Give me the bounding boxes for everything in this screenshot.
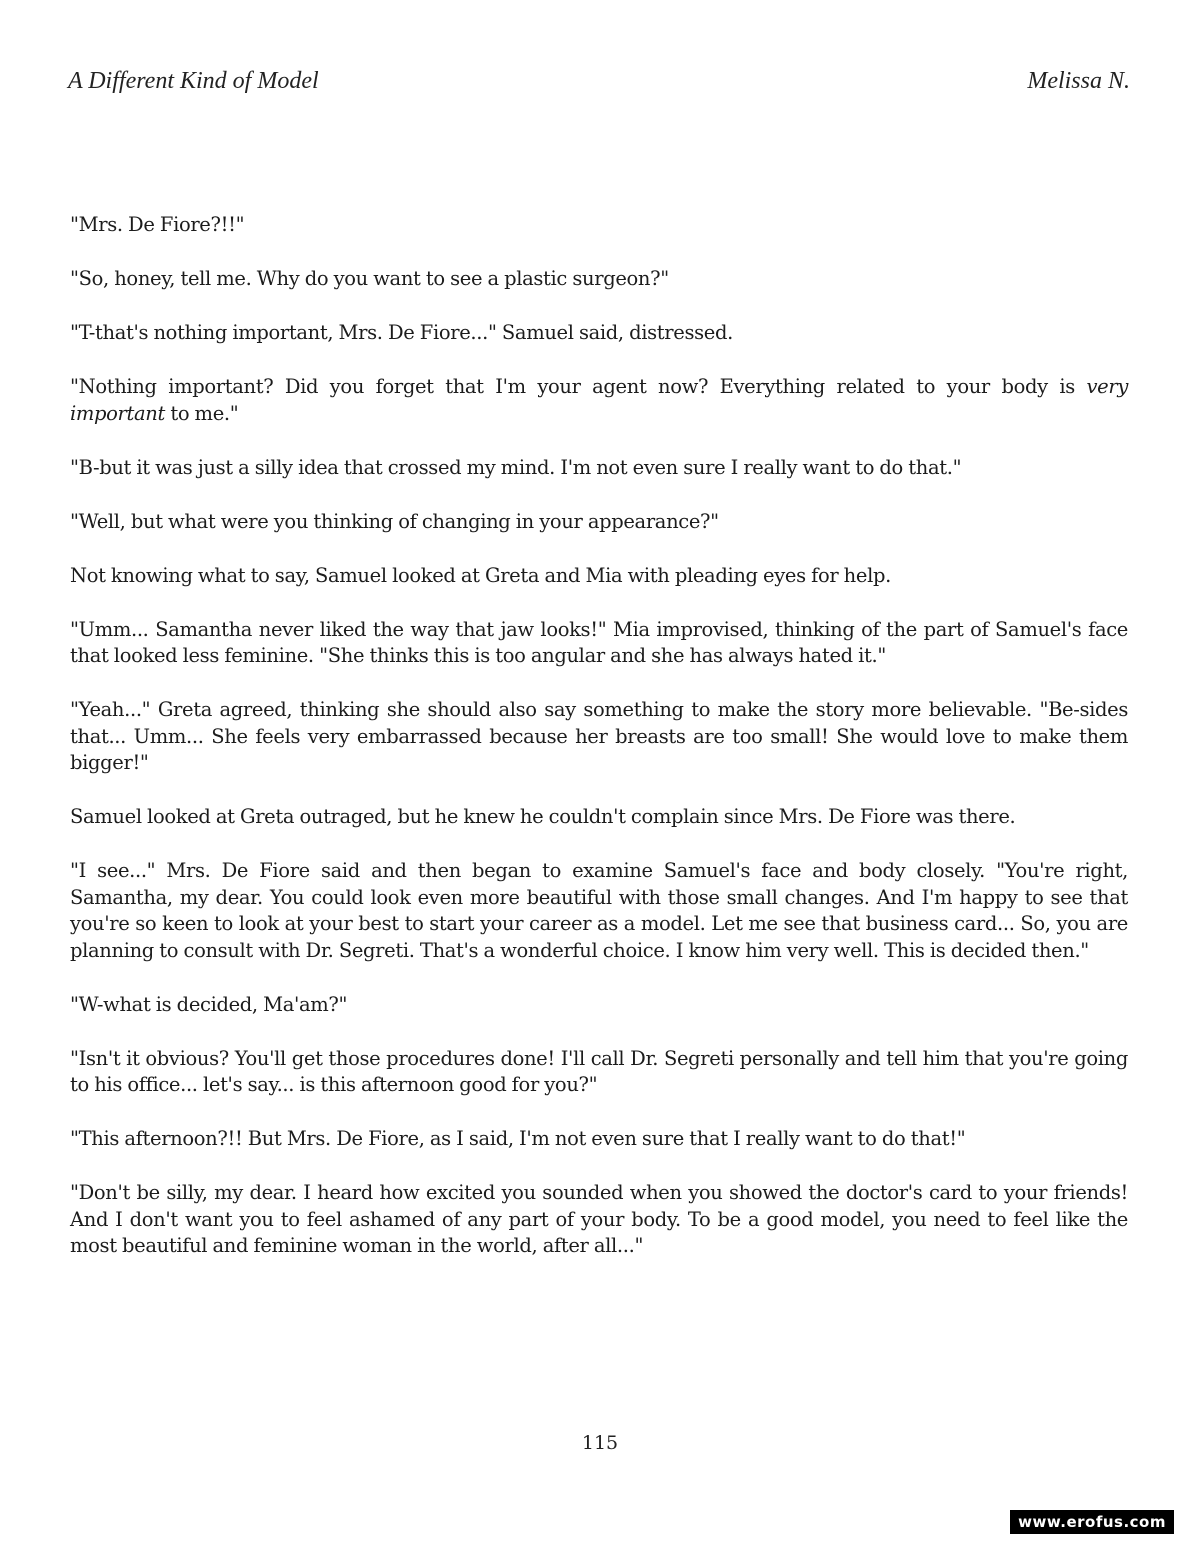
paragraph: "Well, but what were you thinking of changing in your appearance?": [70, 509, 719, 533]
paragraph: "Don't be silly, my dear. I heard how excited you sounded when you showed the doctor's card to your friends! And I don't want you to feel ashamed of any part of your body. To be a good model, you need to feel like the most beautiful and feminine woman in the world, after all...": [70, 1181, 1128, 1257]
paragraph: Not knowing what to say, Samuel looked at Greta and Mia with pleading eyes for help.: [70, 563, 891, 587]
paragraph: "W-what is decided, Ma'am?": [70, 992, 348, 1016]
paragraph: "So, honey, tell me. Why do you want to see a plastic surgeon?": [70, 267, 669, 290]
site-watermark: www.erofus.com: [1010, 1510, 1174, 1534]
paragraph: "Yeah..." Greta agreed, thinking she should also say something to make the story more believable. "Be-sides that... Umm... She feels very embarrassed because her breasts are too small! She would love to make them bigger!": [70, 698, 1128, 774]
book-author: Melissa N.: [1027, 68, 1130, 94]
paragraph: "Mrs. De Fiore?!!": [70, 213, 245, 236]
paragraph: "I see..." Mrs. De Fiore said and then began to examine Samuel's face and body closely. "You're right, Samantha, my dear. You could look even more beautiful with those small changes. And I'm happy to see that you're so keen to look at your best to start your career as a model. Let me see that business card... So, you are planning to consult with Dr. Segreti. That's a wonderful choice. I know him very well. This is decided then.": [70, 859, 1128, 962]
page-body: [70, 212, 1128, 1287]
paragraph-text: "Nothing important? Did you forget that I'm your agent now? Everything related to your body is: [70, 375, 1087, 398]
page-header: [68, 68, 1130, 102]
paragraph-text: to me.": [164, 401, 239, 425]
book-title: A Different Kind of Model: [68, 68, 319, 94]
paragraph: "B-but it was just a silly idea that crossed my mind. I'm not even sure I really want to do that.": [70, 455, 962, 479]
paragraph: [70, 374, 1128, 427]
paragraph: "This afternoon?!! But Mrs. De Fiore, as I said, I'm not even sure that I really want to do that!": [70, 1127, 966, 1150]
page-number: 115: [581, 1432, 619, 1454]
paragraph: "T-that's nothing important, Mrs. De Fiore..." Samuel said, distressed.: [70, 321, 733, 344]
paragraph: "Isn't it obvious? You'll get those procedures done! I'll call Dr. Segreti personally and tell him that you're going to his office... let's say... is this afternoon good for you?": [70, 1046, 1128, 1096]
paragraph: Samuel looked at Greta outraged, but he knew he couldn't complain since Mrs. De Fiore was there.: [70, 805, 1016, 828]
emphasized-text: very important: [70, 375, 1128, 425]
paragraph: "Umm... Samantha never liked the way that jaw looks!" Mia improvised, thinking of the part of Samuel's face that looked less feminine. "She thinks this is too angular and she has always hated it.": [70, 617, 1128, 667]
